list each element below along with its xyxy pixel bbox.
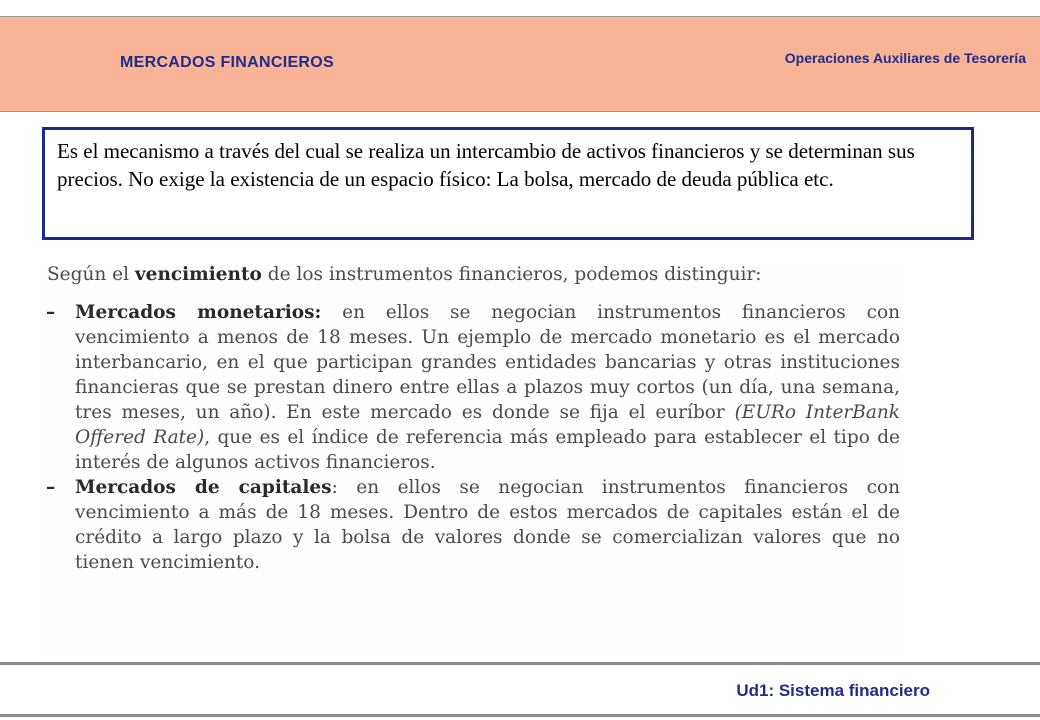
money-markets-text-end: , que es el índice de referencia más empleado para establecer el tipo de interés de algunos activos financieros.	[75, 427, 900, 473]
definition-box	[42, 127, 974, 240]
capital-markets-text: : en ellos se negocian instrumentos financieros con vencimiento a más de 18 meses. Dentro de estos mercados de capitales están el de crédito a largo plazo y la bolsa de valores donde se comercializan valores que no tienen vencimiento.	[75, 477, 900, 573]
intro-keyword: vencimiento	[134, 264, 262, 285]
list-item-capital-markets	[40, 475, 900, 575]
footer-divider-bottom	[0, 714, 1040, 717]
dash-bullet: –	[46, 302, 56, 323]
page-title: MERCADOS FINANCIEROS	[120, 54, 335, 71]
dash-bullet: –	[46, 477, 56, 498]
intro-text-end: de los instrumentos financieros, podemos distinguir:	[261, 264, 762, 285]
course-title: Operaciones Auxiliares de Tesorería	[784, 50, 1026, 66]
intro-paragraph	[40, 262, 900, 287]
intro-text-start: Según el	[47, 264, 135, 285]
footer-divider-top	[0, 662, 1040, 665]
term-money-markets: Mercados monetarios:	[75, 302, 322, 323]
footer-unit-title: Ud1: Sistema financiero	[736, 681, 930, 700]
scanned-text-excerpt	[40, 262, 900, 657]
list-item-body	[75, 300, 900, 475]
list-item-body	[75, 475, 900, 575]
euribor-expansion: (EURo InterBank Offered Rate)	[75, 402, 900, 448]
header-bar	[0, 16, 1040, 112]
list-item-money-markets	[40, 300, 900, 475]
money-markets-text: en ellos se negocian instrumentos financieros con vencimiento a menos de 18 meses. Un ejemplo de mercado monetario es el mercado interbancario, en el que participan grandes entidades bancarias y otras instituciones financieras que se prestan dinero entre ellas a plazos muy cortos (un día, una semana, tres meses, un año). En este mercado es donde se fija el euríbor	[75, 302, 900, 423]
definition-text: Es el mecanismo a través del cual se realiza un intercambio de activos financieros y se determinan sus precios. No exige la existencia de un espacio físico: La bolsa, mercado de deuda pública etc.	[57, 139, 915, 191]
term-capital-markets: Mercados de capitales	[75, 477, 332, 498]
